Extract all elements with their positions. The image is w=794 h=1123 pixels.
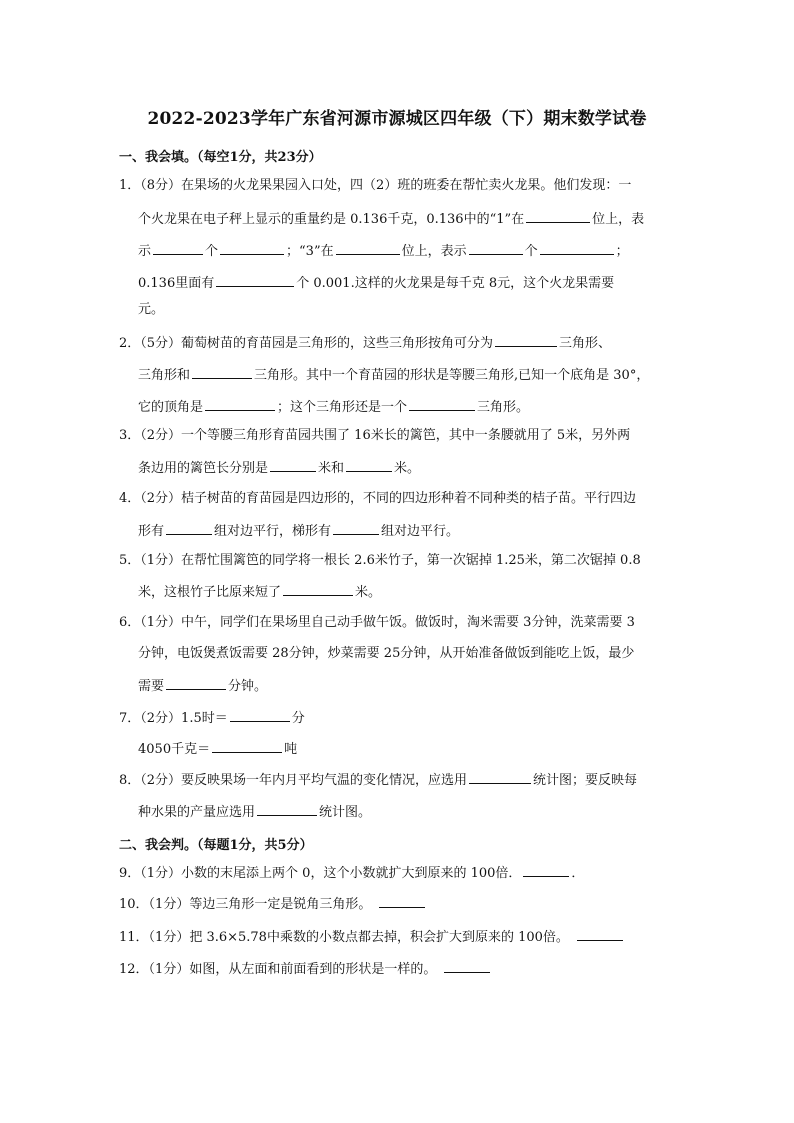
q1-line-4: 0.136里面有 个 0.001.这样的火龙果是每千克 8元，这个火龙果需要 <box>138 276 615 291</box>
answer-blank[interactable] <box>153 242 203 255</box>
q7-line-1: 7．（2分）1.5时＝ 分 <box>119 711 305 726</box>
answer-blank[interactable] <box>192 366 252 379</box>
answer-blank[interactable] <box>230 709 290 722</box>
page-title: 2022-2023学年广东省河源市源城区四年级（下）期末数学试卷 <box>147 109 647 129</box>
answer-blank[interactable] <box>270 459 316 472</box>
answer-blank[interactable] <box>469 242 523 255</box>
q8-line-1: 8．（2分）要反映果场一年内月平均气温的变化情况，应选用 统计图；要反映每 <box>119 773 638 788</box>
q4-line-2: 形有 组对边平行，梯形有 组对边平行。 <box>138 524 460 539</box>
q1-line-2: 个火龙果在电子秤上显示的重量约是 0.136千克，0.136中的“1”在 位上，表 <box>138 212 645 227</box>
q8-line-2: 种水果的产量应选用 统计图。 <box>138 805 372 820</box>
answer-blank[interactable] <box>379 895 425 908</box>
answer-blank[interactable] <box>409 398 475 411</box>
q2-line-1: 2．（5分）葡萄树苗的育苗园是三角形的，这些三角形按角可分为 三角形、 <box>119 336 612 351</box>
q9-line: 9．（1分）小数的末尾添上两个 0，这个小数就扩大到原来的 100倍． ． <box>119 866 585 881</box>
q5-line-2: 米，这根竹子比原来短了 米。 <box>138 585 382 600</box>
answer-blank[interactable] <box>523 864 569 877</box>
answer-blank[interactable] <box>220 242 284 255</box>
q1-line-5: 元。 <box>138 302 165 317</box>
answer-blank[interactable] <box>205 398 275 411</box>
q3-line-2: 条边用的篱笆长分别是 米和 米。 <box>138 461 421 476</box>
answer-blank[interactable] <box>333 522 379 535</box>
answer-blank[interactable] <box>166 522 212 535</box>
answer-blank[interactable] <box>166 677 226 690</box>
q6-line-1: 6．（1分）中午，同学们在果场里自己动手做午饭。做饭时，淘米需要 3分钟，洗菜需要 3 <box>119 615 635 630</box>
answer-blank[interactable] <box>495 334 557 347</box>
answer-blank[interactable] <box>577 928 623 941</box>
q5-line-1: 5．（1分）在帮忙围篱笆的同学将一根长 2.6米竹子，第一次锯掉 1.25米，第二次锯掉 0.8 <box>119 553 641 568</box>
q3-line-1: 3．（2分）一个等腰三角形育苗园共围了 16米长的篱笆，其中一条腰就用了 5米，另外两 <box>119 428 631 443</box>
answer-blank[interactable] <box>216 274 294 287</box>
answer-blank[interactable] <box>283 583 353 596</box>
q10-line: 10．（1分）等边三角形一定是锐角三角形。 <box>119 895 427 913</box>
q6-line-2: 分钟，电饭煲煮饭需要 28分钟，炒菜需要 25分钟，从开始准备做饭到能吃上饭，最少 <box>138 646 635 661</box>
q2-line-3: 它的顶角是 ；这个三角形还是一个 三角形。 <box>138 400 530 415</box>
answer-blank[interactable] <box>526 210 590 223</box>
q7-line-2: 4050千克＝ 吨 <box>138 742 298 757</box>
answer-blank[interactable] <box>336 242 400 255</box>
q11-line: 11．（1分）把 3.6×5.78中乘数的小数点都去掉，积会扩大到原来的 100倍。 <box>119 928 625 946</box>
answer-blank[interactable] <box>346 459 392 472</box>
q12-line: 12．（1分）如图，从左面和前面看到的形状是一样的。 <box>119 960 492 978</box>
answer-blank[interactable] <box>444 960 490 973</box>
q1-line-3: 示 个 ；“3”在 位上，表示 个 ； <box>138 244 629 259</box>
q2-line-2: 三角形和 三角形。其中一个育苗园的形状是等腰三角形,已知一个底角是 30°， <box>138 368 650 383</box>
q1-line-1: 1．（8分）在果场的火龙果果园入口处，四（2）班的班委在帮忙卖火龙果。他们发现：一 <box>119 178 632 193</box>
answer-blank[interactable] <box>540 242 614 255</box>
q4-line-1: 4．（2分）桔子树苗的育苗园是四边形的，不同的四边形种着不同种类的桔子苗。平行四边 <box>119 491 637 506</box>
answer-blank[interactable] <box>469 771 531 784</box>
q6-line-3: 需要 分钟。 <box>138 679 268 694</box>
answer-blank[interactable] <box>257 803 317 816</box>
section-heading-judge: 二、我会判。（每题1分，共5分） <box>119 838 313 853</box>
answer-blank[interactable] <box>212 740 282 753</box>
section-heading-fill: 一、我会填。（每空1分，共23分） <box>119 150 322 165</box>
